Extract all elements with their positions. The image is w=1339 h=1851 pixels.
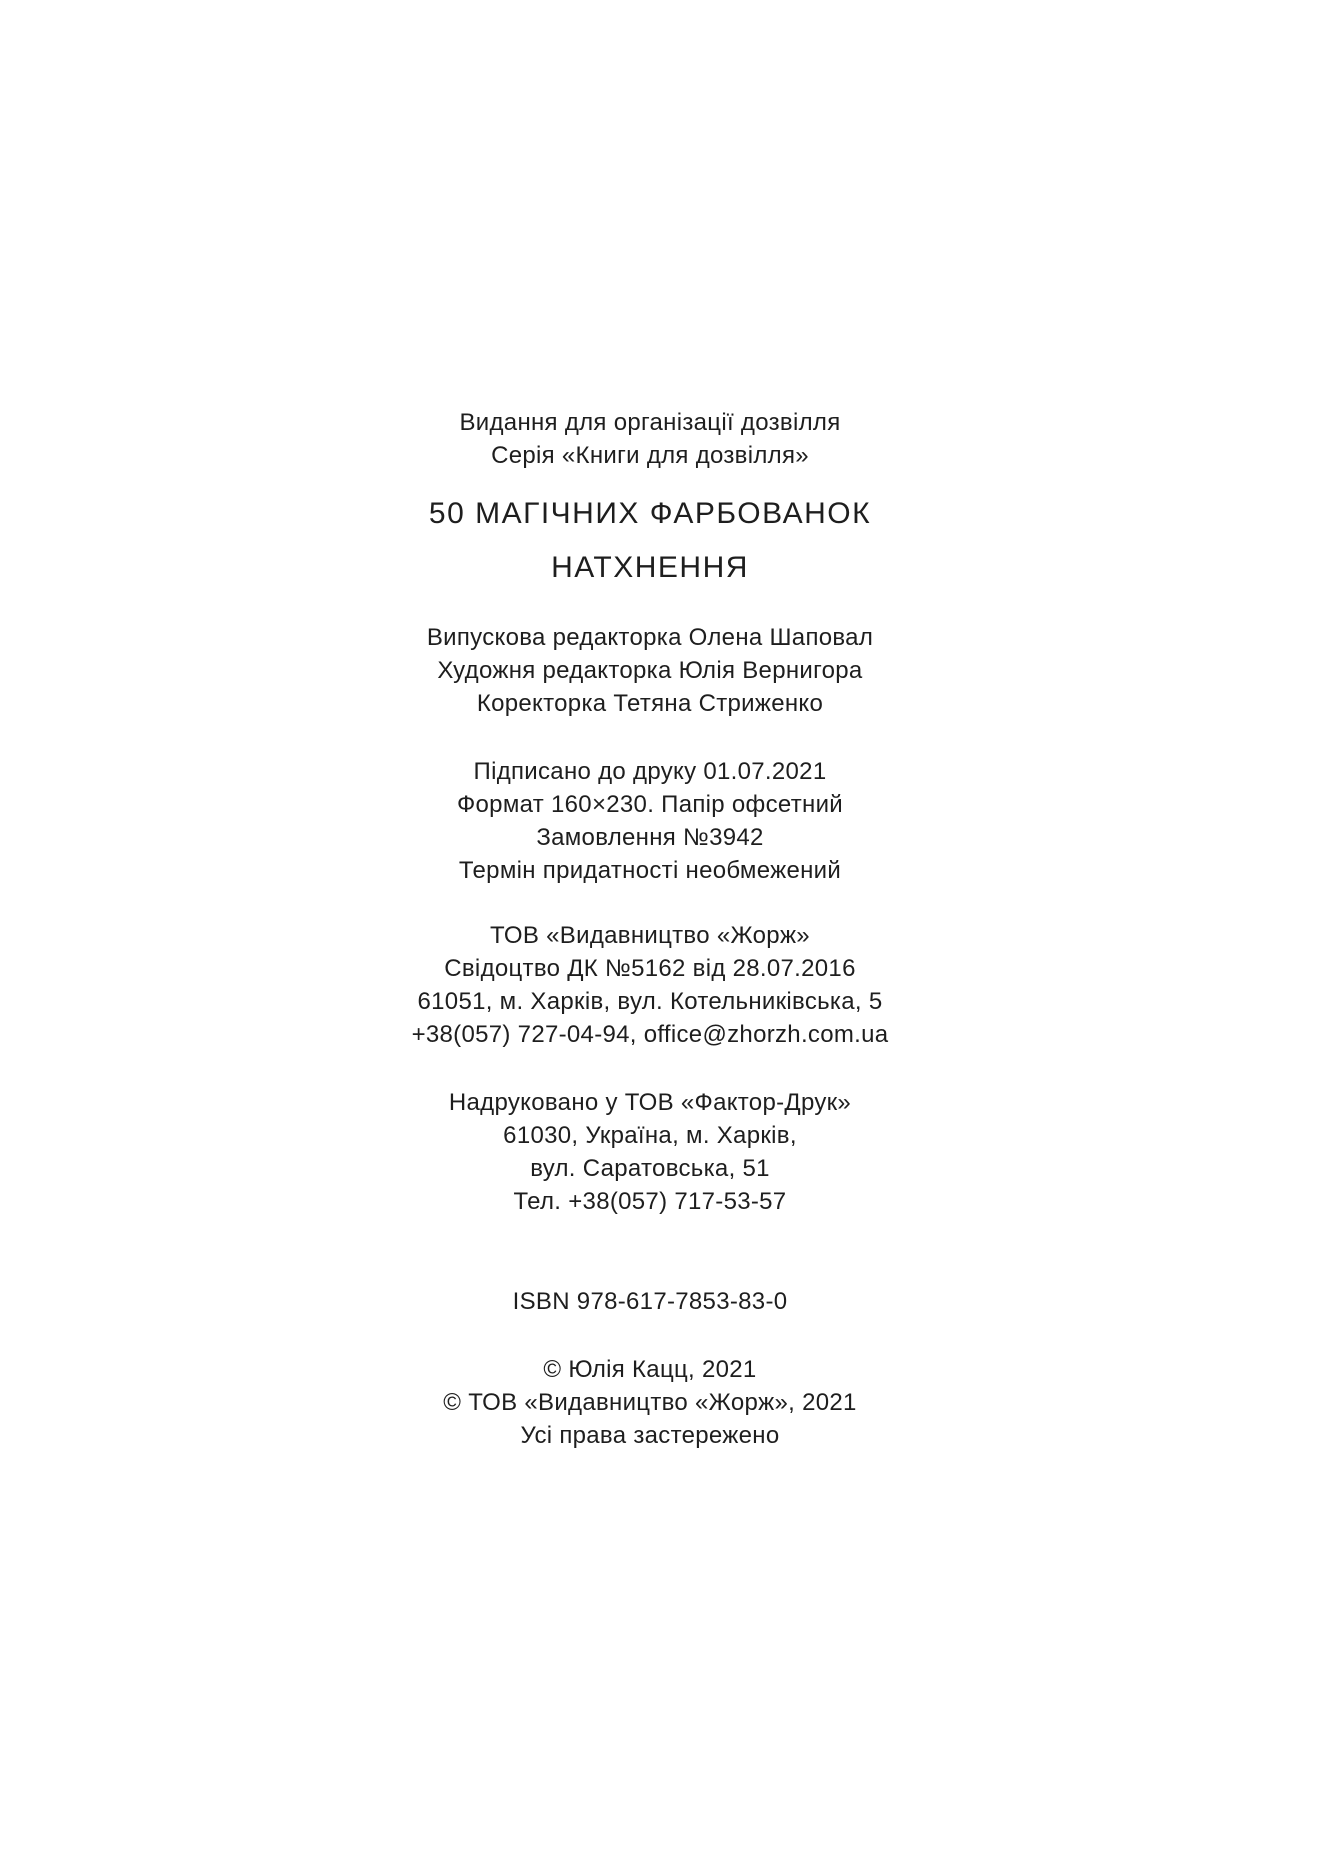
printing-house-name: Надруковано у ТОВ «Фактор-Друк» [448, 1089, 852, 1116]
publisher-address: 61051, м. Харків, вул. Котельниківська, 5 [417, 988, 883, 1015]
printing-house-phone: Тел. +38(057) 717-53-57 [513, 1188, 787, 1215]
publisher-info [0, 919, 1300, 1051]
print-info [0, 755, 1300, 887]
printing-house-address-line1: 61030, Україна, м. Харків, [503, 1122, 797, 1149]
publisher-name: ТОВ «Видавництво «Жорж» [490, 922, 810, 949]
proofreader: Коректорка Тетяна Стриженко [476, 690, 824, 717]
book-title-line1: 50 МАГІЧНИХ ФАРБОВАНОК [428, 497, 872, 530]
editorial-staff [0, 621, 1300, 720]
rights-reserved: Усі права застережено [520, 1422, 780, 1449]
book-title [0, 487, 1300, 595]
edition-note: Видання для організації дозвілля [459, 409, 841, 436]
shelf-life: Термін придатності необмежений [458, 857, 842, 884]
order-number: Замовлення №3942 [536, 824, 764, 851]
copyright-author: © Юлія Кацц, 2021 [543, 1356, 757, 1383]
publisher-contacts: +38(057) 727-04-94, office@zhorzh.com.ua [411, 1021, 889, 1048]
edition-header [0, 406, 1300, 472]
publisher-certificate: Свідоцтво ДК №5162 від 28.07.2016 [444, 955, 856, 982]
series-name: Серія «Книги для дозвілля» [491, 442, 809, 469]
format: Формат 160×230. Папір офсетний [456, 791, 843, 818]
printing-house-info [0, 1086, 1300, 1218]
signed-to-print: Підписано до друку 01.07.2021 [473, 758, 827, 785]
isbn: ISBN 978-617-7853-83-0 [512, 1288, 788, 1315]
book-title-line2: НАТХНЕННЯ [551, 551, 749, 584]
art-editor: Художня редакторка Юлія Вернигора [437, 657, 863, 684]
isbn-block [0, 1285, 1300, 1318]
copyright-block [0, 1353, 1300, 1452]
copyright-publisher: © ТОВ «Видавництво «Жорж», 2021 [443, 1389, 857, 1416]
printing-house-address-line2: вул. Саратовська, 51 [530, 1155, 770, 1182]
managing-editor: Випускова редакторка Олена Шаповал [426, 624, 874, 651]
